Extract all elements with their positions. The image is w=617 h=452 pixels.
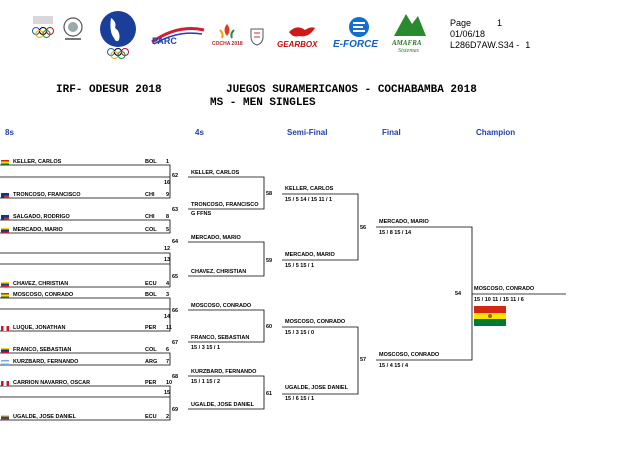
country-flag-icon: [1, 415, 9, 420]
country-flag-icon: [1, 193, 9, 198]
bye-seed: 15: [164, 390, 171, 396]
match-number: 56: [360, 225, 367, 231]
round1-winner: CHAVEZ, CHRISTIAN: [191, 269, 247, 275]
category-title: MS - MEN SINGLES: [210, 97, 316, 109]
report-code: L286D7AW.S34 -: [450, 40, 520, 50]
round1-winner: TRONCOSO, FRANCISCO: [191, 202, 259, 208]
country-flag-icon: [1, 228, 9, 233]
match-number: 62: [172, 173, 179, 179]
quarter-winner: UGALDE, JOSE DANIEL: [285, 385, 348, 391]
semi-winner: MERCADO, MARIO: [379, 219, 429, 225]
player-name: LUQUE, JONATHAN: [13, 325, 66, 331]
match-number: 64: [172, 239, 179, 245]
quarter-winner: KELLER, CARLOS: [285, 186, 334, 192]
country-flag-icon: [1, 381, 9, 386]
column-semi-final: Semi-Final: [287, 128, 328, 137]
round1-winner: MOSCOSO, CONRADO: [191, 303, 252, 309]
final-score: 15 / 10 11 / 15 11 / 6: [474, 297, 524, 303]
player-name: KURZBARD, FERNANDO: [13, 359, 79, 365]
event-title-right: JUEGOS SURAMERICANOS - COCHABAMBA 2018: [226, 84, 477, 96]
match-number: 67: [172, 340, 179, 346]
page-number: 1: [497, 18, 503, 28]
player-seed: 4: [166, 281, 170, 287]
quarter-score: 15 / 5 14 / 15 11 / 1: [285, 197, 333, 203]
round1-winner: KELLER, CARLOS: [191, 170, 240, 176]
semi-score: 15 / 4 15 / 4: [379, 363, 409, 369]
round1-score: 15 / 3 15 / 1: [191, 345, 221, 351]
player-country: BOL: [145, 292, 157, 298]
bye-seed: 14: [164, 314, 171, 320]
player-name: MERCADO, MARIO: [13, 227, 63, 233]
round1-score: 15 / 1 15 / 2: [191, 379, 221, 385]
player-seed: 3: [166, 292, 170, 298]
bye-seed: 12: [164, 246, 171, 252]
semi-winner: MOSCOSO, CONRADO: [379, 352, 440, 358]
page-label: Page: [450, 18, 472, 28]
round1-winner: MERCADO, MARIO: [191, 235, 241, 241]
round1-winner: UGALDE, JOSE DANIEL: [191, 402, 254, 408]
column-final: Final: [382, 128, 401, 137]
player-seed: 7: [166, 359, 170, 365]
player-seed: 11: [166, 325, 172, 331]
player-seed: 9: [166, 192, 170, 198]
player-country: ECU: [145, 281, 157, 287]
gearbox-text: GEARBOX: [277, 40, 318, 49]
player-name: FRANCO, SEBASTIAN: [13, 347, 72, 353]
column-champion: Champion: [476, 128, 516, 137]
player-seed: 5: [166, 227, 170, 233]
quarter-score: 15 / 5 15 / 1: [285, 263, 315, 269]
match-number: 59: [266, 258, 273, 264]
amafra-text: AMAFRA: [392, 39, 422, 47]
player-name: MOSCOSO, CONRADO: [13, 292, 74, 298]
country-flag-icon: [1, 360, 9, 365]
match-number: 63: [172, 207, 179, 213]
player-seed: 6: [166, 347, 170, 353]
match-number: 69: [172, 407, 179, 413]
player-country: ARG: [145, 359, 158, 365]
eforce-text: E-FORCE: [333, 39, 378, 50]
player-country: PER: [145, 380, 157, 386]
player-name: KELLER, CARLOS: [13, 159, 62, 165]
country-flag-icon: [1, 293, 9, 298]
quarter-score: 15 / 6 15 / 1: [285, 396, 315, 402]
player-seed: 10: [166, 380, 173, 386]
bye-seed: 13: [164, 257, 171, 263]
bolivia-flag-icon: [474, 306, 506, 326]
round1-winner: FRANCO, SEBASTIAN: [191, 335, 250, 341]
country-flag-icon: [1, 326, 9, 331]
player-name: UGALDE, JOSE DANIEL: [13, 414, 76, 420]
player-country: COL: [145, 347, 157, 353]
round1-score: G FFNS: [191, 211, 212, 217]
country-flag-icon: [1, 282, 9, 287]
cochabamba-text: COCHA 2018: [212, 41, 243, 47]
player-seed: 1: [166, 159, 170, 165]
champion-name: MOSCOSO, CONRADO: [474, 286, 535, 292]
parc-text: PARC: [152, 36, 177, 46]
match-number: 68: [172, 374, 179, 380]
player-country: COL: [145, 227, 157, 233]
player-country: CHI: [145, 192, 155, 198]
match-number: 57: [360, 357, 367, 363]
player-seed: 2: [166, 414, 170, 420]
quarter-winner: MOSCOSO, CONRADO: [285, 319, 346, 325]
round1-winner: KURZBARD, FERNANDO: [191, 369, 257, 375]
country-flag-icon: [1, 348, 9, 353]
country-flag-icon: [1, 160, 9, 165]
column-4s: 4s: [195, 128, 204, 137]
match-number: 66: [172, 308, 179, 314]
player-country: ECU: [145, 414, 157, 420]
match-number: 65: [172, 274, 179, 280]
bye-seed: 16: [164, 180, 171, 186]
report-code-suffix: 1: [525, 40, 531, 50]
event-title-left: IRF- ODESUR 2018: [56, 84, 162, 96]
player-country: CHI: [145, 214, 155, 220]
match-number: 60: [266, 324, 273, 330]
player-country: BOL: [145, 159, 157, 165]
quarter-score: 15 / 3 15 / 0: [285, 330, 315, 336]
player-seed: 8: [166, 214, 170, 220]
country-flag-icon: [1, 215, 9, 220]
semi-score: 15 / 8 15 / 14: [379, 230, 412, 236]
player-name: CHAVEZ, CHRISTIAN: [13, 281, 69, 287]
column-8s: 8s: [5, 128, 14, 137]
match-number: 61: [266, 391, 273, 397]
player-name: SALGADO, RODRIGO: [13, 214, 70, 220]
player-name: TRONCOSO, FRANCISCO: [13, 192, 81, 198]
player-country: PER: [145, 325, 157, 331]
match-number: 58: [266, 191, 273, 197]
amafra-subtext: Sistemas: [398, 48, 419, 54]
report-date: 01/06/18: [450, 29, 486, 39]
player-name: CARRION NAVARRO, OSCAR: [13, 380, 91, 386]
match-number: 54: [455, 291, 462, 297]
quarter-winner: MERCADO, MARIO: [285, 252, 335, 258]
